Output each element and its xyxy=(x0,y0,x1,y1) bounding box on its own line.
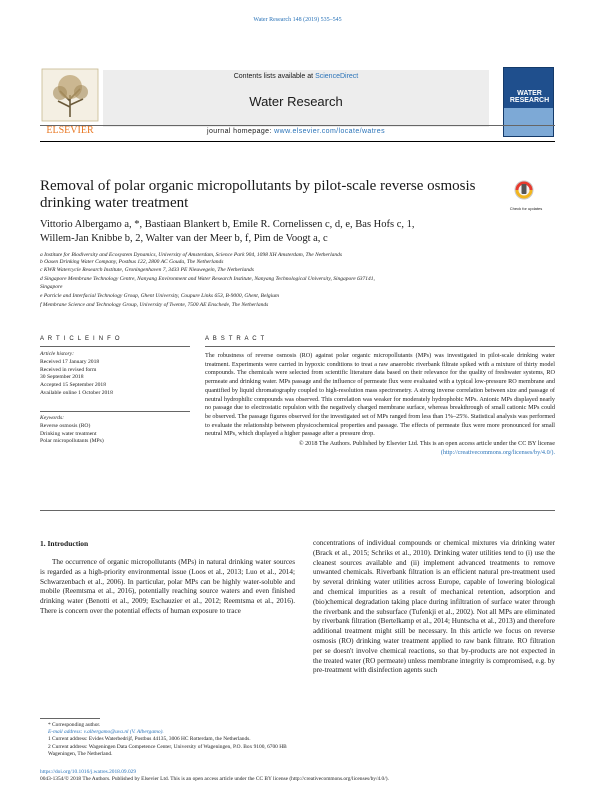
homepage-line xyxy=(103,128,489,135)
history-online: Available online 1 October 2018 xyxy=(40,389,113,396)
info-rule xyxy=(40,346,190,347)
doi-link[interactable]: https://doi.org/10.1016/j.watres.2018.09.029 xyxy=(40,769,137,775)
keyword-item: Reverse osmosis (RO) xyxy=(40,422,91,429)
authors xyxy=(40,218,540,246)
footnotes xyxy=(40,722,295,758)
keywords xyxy=(40,415,180,446)
journal-citation[interactable]: Water Research 148 (2019) 535–545 xyxy=(253,17,342,23)
footnote-corresponding: * Corresponding author. xyxy=(48,722,101,728)
abstract-text: The robustness of reverse osmosis (RO) against polar organic micropollutants (MPs) was investigated in pilot-scale drinking water treatment. Experiments were carried in hypoxic conditions to treat a raw anaerobic riverbank filtrate spiked with a mixture of thirty model compounds. The chemicals were selected from scientific literature data based on their relevance for the quality of freshwater systems, RO permeate and drinking water. MPs passage and the influence of permeate flux were evaluated with a typical low-pressure RO membrane and quantified by liquid chromatography coupled to high-resolution mass spectrometry. A strong inverse correlation between size and passage of neutral hydrophilic compounds was observed. This correlation was weaker for moderately hydrophobic MPs. Anionic MPs displayed nearly no passage due to electrostatic repulsion with the negatively charged membrane surface, whereas breakthrough of small cationic MPs could be observed. The passage figures observed for the investigated set of MPs ranged from less than 1%–25%. Statistical analysis was performed to evaluate the relationship between physicochemical properties and passage. The effects of permeate flux were more pronounced for small neutral MPs, which displayed a higher passage after a pressure drop. xyxy=(205,352,555,438)
affiliation-f: f Membrane Science and Technology Group, University of Twente, 7500 AE Enschede, The Netherlands xyxy=(40,302,269,308)
bottom-block xyxy=(40,769,555,783)
abstract-rule xyxy=(205,346,555,347)
header-rule xyxy=(40,141,555,142)
banner-bottom-rule xyxy=(40,125,555,126)
homepage-url[interactable]: www.elsevier.com/locate/watres xyxy=(274,128,385,135)
affiliation-a: a Institute for Biodiversity and Ecosystem Dynamics, University of Amsterdam, Science Park 904, 1098 XH Amsterdam, The Netherlands xyxy=(40,252,342,258)
cover-image-band xyxy=(504,108,553,136)
history-label: Article history: xyxy=(40,351,75,357)
intro-column-1: The occurrence of organic micropollutants (MPs) in natural drinking water sources is regarded as a high-priority environmental issue (Loos et al., 2013; Luo et al., 2014; Schwarzenbach et al., 2006). In particular, polar MPs can be highly water-soluble and mobile (Reemtsma et al., 2016), potentially reaching source waters and even finished drinking water (Benotti et al., 2009; Eschauzier et al., 2012; Reemtsma et al., 2016). There is concern over the potential effects of human exposure to trace xyxy=(40,558,295,615)
abstract-bottom-rule xyxy=(40,510,555,511)
footnote-email[interactable]: E-mail address: v.albergamo@uva.nl (V. Albergamo). xyxy=(48,729,164,736)
abstract-body xyxy=(205,352,555,457)
affiliation-d: d Singapore Membrane Technology Centre, Nanyang Environment and Water Research Institute, Nanyang Technological University, Singapore 637141, xyxy=(40,276,375,282)
affiliation-c: c KWR Watercycle Research Institute, Groningenhaven 7, 3433 PE Nieuwegein, The Netherlands xyxy=(40,267,254,273)
keyword-item: Drinking water treatment xyxy=(40,430,97,437)
homepage-prefix: journal homepage: xyxy=(207,128,275,135)
footnote-1: 1 Current address: Evides Waterbedrijf, Postbus 44135, 3006 HC Rotterdam, the Netherlands. xyxy=(48,736,251,743)
contents-prefix: Contents lists available at xyxy=(233,73,316,80)
abstract-heading: A B S T R A C T xyxy=(205,336,266,342)
paper-title: Removal of polar organic micropollutants by pilot-scale reverse osmosis drinking water treatment xyxy=(40,178,476,211)
footnote-rule xyxy=(40,718,100,719)
history-accepted: Accepted 15 September 2018 xyxy=(40,382,107,389)
keywords-rule xyxy=(40,411,190,412)
history-revised-date: 30 September 2018 xyxy=(40,374,84,381)
publisher-name: ELSEVIER xyxy=(46,125,94,136)
keyword-item: Polar micropollutants (MPs) xyxy=(40,438,104,445)
keywords-label: Keywords: xyxy=(40,415,65,421)
license-line: 0043-1354/© 2018 The Authors. Published by Elsevier Ltd. This is an open access article under the CC BY license (http://creativecommons.org/licenses/by/4.0/). xyxy=(40,776,389,782)
journal-cover xyxy=(503,67,554,137)
history-revised: Received in revised form xyxy=(40,366,97,373)
footnote-2: 2 Current address: Wageningen Data Competence Center, University of Wageningen, P.O. Box 9100, 6700 HB Wageningen, The Netherland. xyxy=(48,743,287,757)
introduction-heading: 1. Introduction xyxy=(40,539,89,548)
sciencedirect-link[interactable]: ScienceDirect xyxy=(315,73,359,80)
affiliation-d-cont: Singapore xyxy=(40,284,63,290)
affiliation-e: e Particle and Interfacial Technology Group, Ghent University, Coupure Links 653, B-9000, Ghent, Belgium xyxy=(40,293,279,299)
authors-line-1: Vittorio Albergamo a, *, Bastiaan Blankert b, Emile R. Cornelissen c, d, e, Bas Hofs c, 1, xyxy=(40,219,415,230)
contents-line xyxy=(103,73,489,80)
license-link[interactable]: (http://creativecommons.org/licenses/by/4.0/). xyxy=(440,448,555,456)
history-received: Received 17 January 2018 xyxy=(40,358,100,365)
affiliation-b: b Oasen Drinking Water Company, Postbus 122, 2800 AC Gouda, The Netherlands xyxy=(40,259,224,265)
check-updates-label[interactable]: Check for updates xyxy=(509,206,543,211)
authors-line-2: Willem-Jan Knibbe b, 2, Walter van der Meer b, f, Pim de Voogt a, c xyxy=(40,233,328,244)
elsevier-tree-logo xyxy=(40,67,100,137)
cover-title: WATER RESEARCH xyxy=(509,90,550,104)
article-info-heading: A R T I C L E I N F O xyxy=(40,336,121,342)
article-history xyxy=(40,351,180,398)
abstract-copyright: © 2018 The Authors. Published by Elsevier Ltd. This is an open access article under the CC BY license xyxy=(298,440,555,448)
intro-column-2: concentrations of individual compounds or chemical mixtures via drinking water (Brack et al., 2015; Schriks et al., 2010). Drinking water utilities tend to (i) use the cleanest sources available and (ii) implement advanced treatments to remove unwanted chemicals. Riverbank filtration is an efficient natural pre-treatment used by several drinking water utilities across Europe, capable of lowering biological and chemical impurities as a result of mechanical retention, adsorption and (bio)chemical degradation taking place during infiltration of surface water through the riverbank and the subsurface (Tufenkji et al., 2002). Not all MPs are eliminated by riverbank filtration (Bertelkamp et al., 2014; Huntscha et al., 2013) and therefore additional treatment might still be necessary. In this article we focus on reverse osmosis (RO) drinking water treatment applied to raw bank filtrate. RO filtration per se doesn't involve chemical reactions, so that by-products are not expected in the treated water (RO permeate) unless membrane integrity is compromised, e.g. by pre-treatment with disinfection agents such xyxy=(313,539,555,675)
journal-title: Water Research xyxy=(249,94,343,109)
